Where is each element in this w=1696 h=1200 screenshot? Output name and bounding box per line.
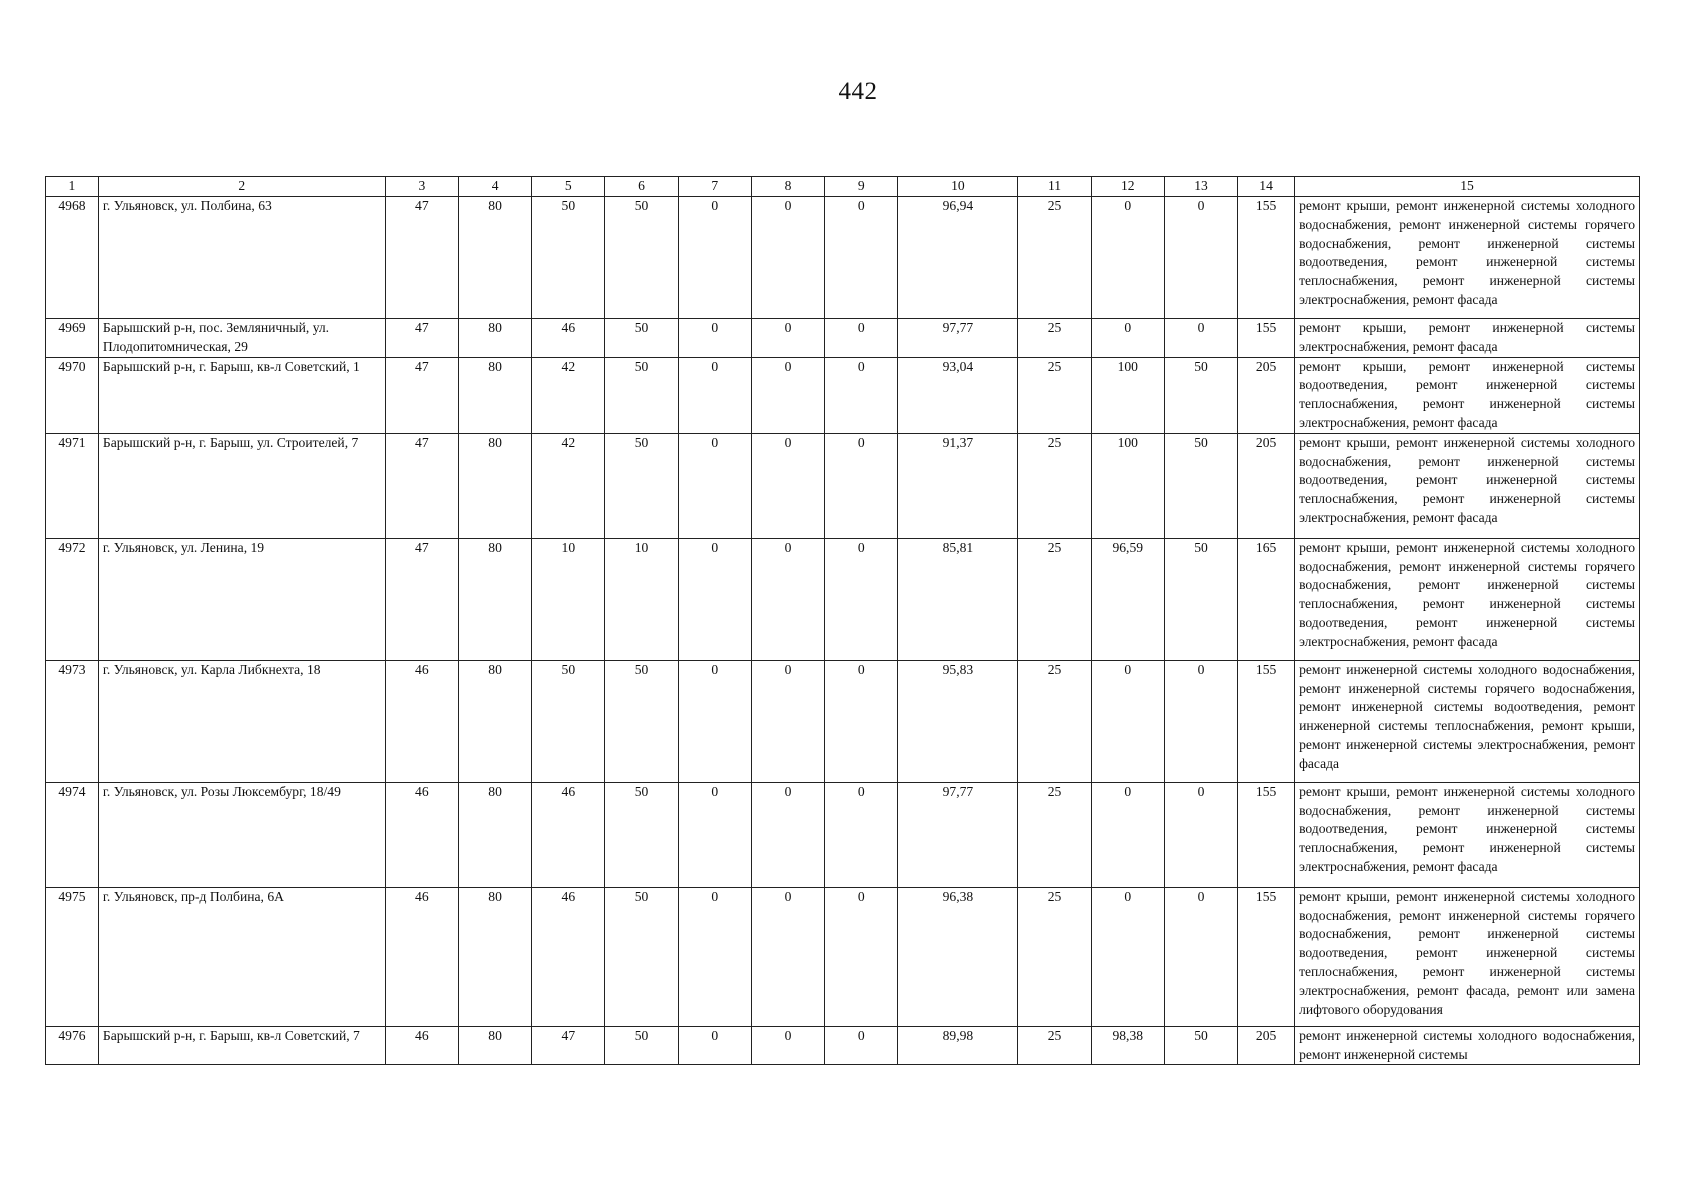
row-number-cell: 4973 [46, 660, 99, 782]
row-number-cell: 4971 [46, 433, 99, 538]
value-cell: 0 [1091, 887, 1164, 1026]
column-header-12: 12 [1091, 177, 1164, 197]
table-row [46, 538, 1640, 660]
works-cell: ремонт крыши, ремонт инженерной системы холодного водоснабжения, ремонт инженерной системы водоотведения, ремонт инженерной системы теплоснабжения, ремонт инженерной системы электроснабжения, ремонт фасада [1295, 782, 1640, 887]
value-cell: 0 [678, 782, 751, 887]
value-cell: 0 [825, 1026, 898, 1065]
value-cell: 50 [1164, 357, 1237, 433]
value-cell: 50 [605, 319, 678, 358]
value-cell: 25 [1018, 357, 1091, 433]
value-cell: 25 [1018, 319, 1091, 358]
value-cell: 80 [458, 782, 531, 887]
value-cell: 0 [678, 319, 751, 358]
value-cell: 0 [825, 887, 898, 1026]
value-cell: 0 [1164, 782, 1237, 887]
column-header-6: 6 [605, 177, 678, 197]
value-cell: 95,83 [898, 660, 1018, 782]
value-cell: 50 [605, 1026, 678, 1065]
value-cell: 50 [605, 782, 678, 887]
value-cell: 0 [825, 433, 898, 538]
value-cell: 80 [458, 357, 531, 433]
works-cell: ремонт крыши, ремонт инженерной системы электроснабжения, ремонт фасада [1295, 319, 1640, 358]
table-row [46, 1026, 1640, 1065]
works-cell: ремонт инженерной системы холодного водоснабжения, ремонт инженерной системы [1295, 1026, 1640, 1065]
column-header-14: 14 [1238, 177, 1295, 197]
value-cell: 80 [458, 538, 531, 660]
works-cell: ремонт крыши, ремонт инженерной системы холодного водоснабжения, ремонт инженерной системы горячего водоснабжения, ремонт инженерной системы водоотведения, ремонт инженерной системы теплоснабжения, ремонт инженерной системы электроснабжения, ремонт фасада [1295, 197, 1640, 319]
column-header-10: 10 [898, 177, 1018, 197]
table-row [46, 319, 1640, 358]
value-cell: 155 [1238, 319, 1295, 358]
works-cell: ремонт крыши, ремонт инженерной системы холодного водоснабжения, ремонт инженерной системы горячего водоснабжения, ремонт инженерной системы водоотведения, ремонт инженерной системы теплоснабжения, ремонт инженерной системы электроснабжения, ремонт фасада, ремонт или замена лифтового оборудования [1295, 887, 1640, 1026]
value-cell: 0 [1164, 197, 1237, 319]
value-cell: 80 [458, 197, 531, 319]
value-cell: 0 [751, 319, 824, 358]
works-cell: ремонт крыши, ремонт инженерной системы холодного водоснабжения, ремонт инженерной системы горячего водоснабжения, ремонт инженерной системы теплоснабжения, ремонт инженерной системы водоотведения, ремонт инженерной системы электроснабжения, ремонт фасада [1295, 538, 1640, 660]
value-cell: 0 [751, 660, 824, 782]
column-header-5: 5 [532, 177, 605, 197]
value-cell: 0 [751, 887, 824, 1026]
row-number-cell: 4970 [46, 357, 99, 433]
row-number-cell: 4968 [46, 197, 99, 319]
column-header-3: 3 [385, 177, 458, 197]
value-cell: 0 [1164, 660, 1237, 782]
value-cell: 96,38 [898, 887, 1018, 1026]
value-cell: 46 [385, 887, 458, 1026]
value-cell: 98,38 [1091, 1026, 1164, 1065]
address-cell: г. Ульяновск, ул. Полбина, 63 [98, 197, 385, 319]
row-number-cell: 4974 [46, 782, 99, 887]
column-header-2: 2 [98, 177, 385, 197]
value-cell: 205 [1238, 357, 1295, 433]
row-number-cell: 4972 [46, 538, 99, 660]
value-cell: 0 [825, 357, 898, 433]
value-cell: 91,37 [898, 433, 1018, 538]
value-cell: 0 [825, 319, 898, 358]
value-cell: 50 [605, 660, 678, 782]
value-cell: 80 [458, 433, 531, 538]
value-cell: 25 [1018, 660, 1091, 782]
column-header-7: 7 [678, 177, 751, 197]
value-cell: 50 [605, 433, 678, 538]
address-cell: Барышский р-н, г. Барыш, ул. Строителей, 7 [98, 433, 385, 538]
value-cell: 80 [458, 887, 531, 1026]
works-cell: ремонт крыши, ремонт инженерной системы холодного водоснабжения, ремонт инженерной системы водоотведения, ремонт инженерной системы теплоснабжения, ремонт инженерной системы электроснабжения, ремонт фасада [1295, 433, 1640, 538]
row-number-cell: 4976 [46, 1026, 99, 1065]
value-cell: 0 [1091, 319, 1164, 358]
value-cell: 0 [1091, 782, 1164, 887]
value-cell: 0 [678, 197, 751, 319]
value-cell: 0 [678, 357, 751, 433]
value-cell: 80 [458, 660, 531, 782]
value-cell: 47 [385, 197, 458, 319]
value-cell: 0 [825, 538, 898, 660]
value-cell: 46 [385, 782, 458, 887]
value-cell: 0 [751, 433, 824, 538]
value-cell: 155 [1238, 887, 1295, 1026]
value-cell: 0 [1091, 660, 1164, 782]
value-cell: 0 [678, 1026, 751, 1065]
value-cell: 205 [1238, 433, 1295, 538]
registry-table [45, 176, 1640, 1065]
value-cell: 205 [1238, 1026, 1295, 1065]
value-cell: 25 [1018, 433, 1091, 538]
value-cell: 0 [1091, 197, 1164, 319]
value-cell: 85,81 [898, 538, 1018, 660]
value-cell: 97,77 [898, 782, 1018, 887]
value-cell: 100 [1091, 357, 1164, 433]
value-cell: 0 [751, 782, 824, 887]
address-cell: г. Ульяновск, ул. Розы Люксембург, 18/49 [98, 782, 385, 887]
value-cell: 50 [1164, 433, 1237, 538]
value-cell: 0 [825, 197, 898, 319]
column-header-1: 1 [46, 177, 99, 197]
value-cell: 0 [678, 660, 751, 782]
value-cell: 50 [605, 357, 678, 433]
address-cell: Барышский р-н, г. Барыш, кв-л Советский, 7 [98, 1026, 385, 1065]
value-cell: 46 [385, 660, 458, 782]
value-cell: 0 [825, 660, 898, 782]
value-cell: 155 [1238, 782, 1295, 887]
value-cell: 10 [532, 538, 605, 660]
column-header-4: 4 [458, 177, 531, 197]
header-row [46, 177, 1640, 197]
value-cell: 47 [532, 1026, 605, 1065]
value-cell: 0 [1164, 887, 1237, 1026]
address-cell: г. Ульяновск, ул. Ленина, 19 [98, 538, 385, 660]
value-cell: 97,77 [898, 319, 1018, 358]
value-cell: 10 [605, 538, 678, 660]
table-row [46, 660, 1640, 782]
value-cell: 46 [532, 887, 605, 1026]
address-cell: г. Ульяновск, пр-д Полбина, 6А [98, 887, 385, 1026]
value-cell: 50 [605, 197, 678, 319]
value-cell: 80 [458, 319, 531, 358]
page-number: 442 [838, 78, 878, 105]
column-header-15: 15 [1295, 177, 1640, 197]
value-cell: 100 [1091, 433, 1164, 538]
value-cell: 0 [678, 538, 751, 660]
works-cell: ремонт крыши, ремонт инженерной системы водоотведения, ремонт инженерной системы теплоснабжения, ремонт инженерной системы электроснабжения, ремонт фасада [1295, 357, 1640, 433]
value-cell: 47 [385, 357, 458, 433]
value-cell: 47 [385, 319, 458, 358]
address-cell: Барышский р-н, пос. Земляничный, ул. Плодопитомническая, 29 [98, 319, 385, 358]
table-row [46, 887, 1640, 1026]
value-cell: 0 [751, 1026, 824, 1065]
value-cell: 96,59 [1091, 538, 1164, 660]
value-cell: 46 [532, 782, 605, 887]
value-cell: 0 [751, 197, 824, 319]
value-cell: 47 [385, 538, 458, 660]
column-header-11: 11 [1018, 177, 1091, 197]
row-number-cell: 4969 [46, 319, 99, 358]
value-cell: 0 [751, 357, 824, 433]
value-cell: 50 [605, 887, 678, 1026]
value-cell: 50 [532, 197, 605, 319]
value-cell: 0 [825, 782, 898, 887]
value-cell: 96,94 [898, 197, 1018, 319]
value-cell: 25 [1018, 887, 1091, 1026]
value-cell: 0 [678, 433, 751, 538]
column-header-9: 9 [825, 177, 898, 197]
table-row [46, 782, 1640, 887]
value-cell: 50 [532, 660, 605, 782]
works-cell: ремонт инженерной системы холодного водоснабжения, ремонт инженерной системы горячего водоснабжения, ремонт инженерной системы водоотведения, ремонт инженерной системы теплоснабжения, ремонт крыши, ремонт инженерной системы электроснабжения, ремонт фасада [1295, 660, 1640, 782]
value-cell: 0 [678, 887, 751, 1026]
value-cell: 47 [385, 433, 458, 538]
address-cell: г. Ульяновск, ул. Карла Либкнехта, 18 [98, 660, 385, 782]
value-cell: 89,98 [898, 1026, 1018, 1065]
value-cell: 46 [385, 1026, 458, 1065]
value-cell: 25 [1018, 197, 1091, 319]
value-cell: 25 [1018, 538, 1091, 660]
column-header-8: 8 [751, 177, 824, 197]
value-cell: 0 [1164, 319, 1237, 358]
value-cell: 155 [1238, 660, 1295, 782]
table-row [46, 357, 1640, 433]
value-cell: 25 [1018, 782, 1091, 887]
row-number-cell: 4975 [46, 887, 99, 1026]
value-cell: 0 [751, 538, 824, 660]
address-cell: Барышский р-н, г. Барыш, кв-л Советский, 1 [98, 357, 385, 433]
value-cell: 46 [532, 319, 605, 358]
value-cell: 50 [1164, 1026, 1237, 1065]
value-cell: 165 [1238, 538, 1295, 660]
value-cell: 93,04 [898, 357, 1018, 433]
value-cell: 155 [1238, 197, 1295, 319]
column-header-13: 13 [1164, 177, 1237, 197]
value-cell: 50 [1164, 538, 1237, 660]
table-row [46, 197, 1640, 319]
value-cell: 80 [458, 1026, 531, 1065]
value-cell: 42 [532, 357, 605, 433]
table-row [46, 433, 1640, 538]
value-cell: 42 [532, 433, 605, 538]
value-cell: 25 [1018, 1026, 1091, 1065]
